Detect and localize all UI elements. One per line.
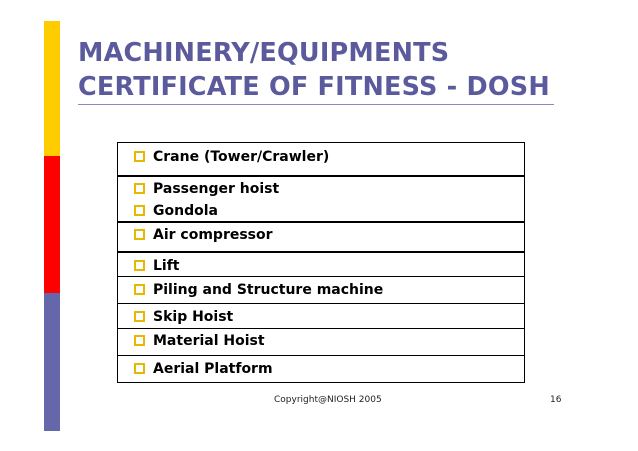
square-bullet-icon <box>134 183 145 194</box>
square-bullet-icon <box>134 311 145 322</box>
equipment-box-lift-platform <box>117 252 525 383</box>
item-label: Material Hoist <box>153 333 265 349</box>
square-bullet-icon <box>134 284 145 295</box>
square-bullet-icon <box>134 335 145 346</box>
list-item <box>134 201 218 221</box>
row-divider <box>118 328 524 329</box>
title-line-2: CERTIFICATE OF FITNESS - DOSH <box>78 72 550 102</box>
accent-bar-red <box>44 156 60 293</box>
row-divider <box>118 303 524 304</box>
accent-bar-blue <box>44 293 60 431</box>
row-divider <box>118 355 524 356</box>
page-number: 16 <box>550 395 562 405</box>
list-item <box>134 225 273 245</box>
list-item <box>134 179 279 199</box>
item-label: Passenger hoist <box>153 181 280 197</box>
list-item <box>134 147 329 167</box>
item-label: Air compressor <box>153 227 273 243</box>
item-label: Skip Hoist <box>153 309 234 325</box>
list-item <box>134 256 180 276</box>
square-bullet-icon <box>134 260 145 271</box>
copyright-footer: Copyright@NIOSH 2005 <box>274 395 382 405</box>
item-label: Lift <box>153 258 180 274</box>
list-item <box>134 307 233 327</box>
item-label: Piling and Structure machine <box>153 282 384 298</box>
list-item <box>134 280 383 300</box>
item-label: Gondola <box>153 203 218 219</box>
list-item <box>134 331 265 351</box>
square-bullet-icon <box>134 205 145 216</box>
square-bullet-icon <box>134 151 145 162</box>
square-bullet-icon <box>134 363 145 374</box>
equipment-box-air-compressor <box>117 222 525 252</box>
accent-bar-yellow <box>44 21 60 156</box>
slide-title <box>78 36 558 104</box>
equipment-box-hoist-gondola <box>117 176 525 222</box>
item-label: Crane (Tower/Crawler) <box>153 149 330 165</box>
title-underline <box>78 104 554 105</box>
equipment-box-crane <box>117 142 525 176</box>
list-item <box>134 359 273 379</box>
title-line-1: MACHINERY/EQUIPMENTS <box>78 38 450 68</box>
square-bullet-icon <box>134 229 145 240</box>
item-label: Aerial Platform <box>153 361 273 377</box>
row-divider <box>118 276 524 277</box>
